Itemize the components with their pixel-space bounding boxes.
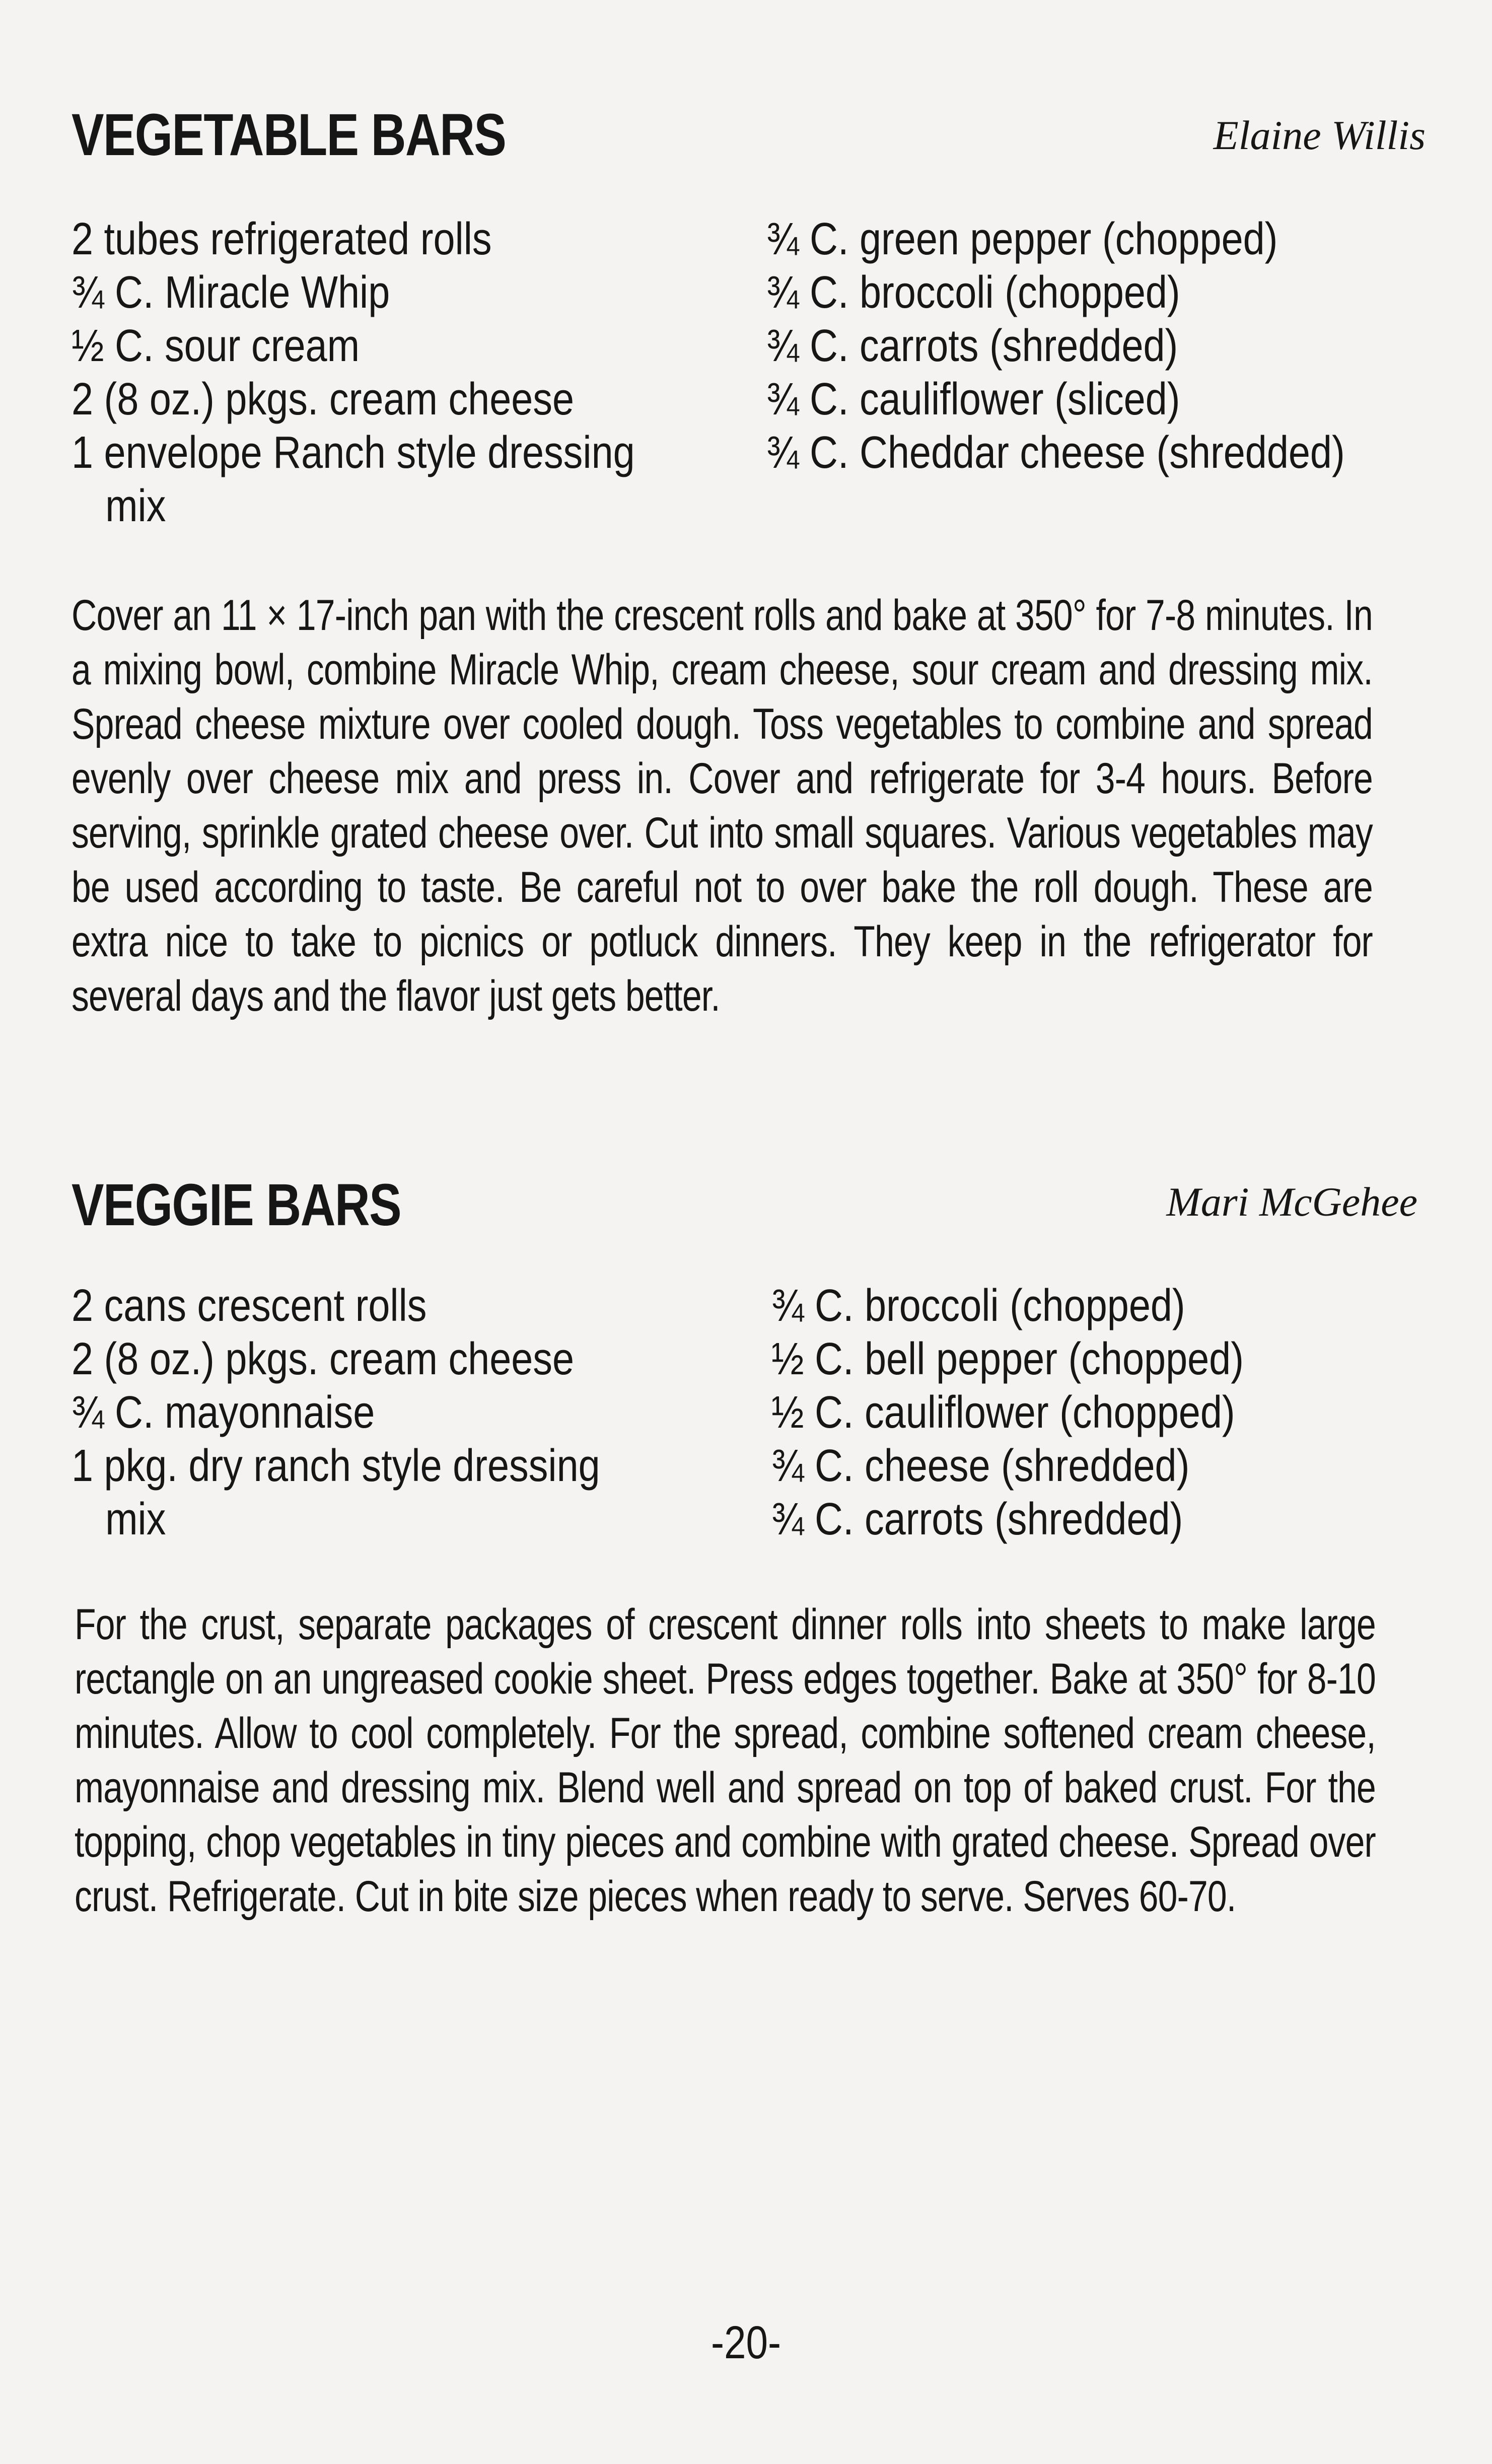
ingredient-item-continued: mix xyxy=(105,481,166,531)
recipe-title: VEGGIE BARS xyxy=(72,1172,401,1238)
recipe-author: Mari McGehee xyxy=(1166,1179,1417,1225)
ingredient-item: ¾ C. Miracle Whip xyxy=(72,267,390,318)
ingredient-item: ¾ C. carrots (shredded) xyxy=(771,1494,1183,1544)
recipe-directions-text: Cover an 11 × 17-inch pan with the crescent rolls and bake at 350° for 7-8 minutes. In a mixing bowl, combine Miracle Whip, cream cheese, sour cream and dressing mix. Spread cheese mixture over cooled dough. Toss vegetables to combine and spread evenly over cheese mix and press in. Cover and refrigerate for 3-4 hours. Before serving, sprinkle grated cheese over. Cut into small squares. Various vegetables may be used according to taste. Be careful not to over bake the roll dough. These are extra nice to take to picnics or potluck dinners. They keep in the refrigerator for several days and the flavor just gets better. xyxy=(72,591,1373,1020)
recipe-title: VEGETABLE BARS xyxy=(72,102,506,168)
ingredient-item-continued: mix xyxy=(105,1494,166,1544)
ingredient-item: ¾ C. green pepper (chopped) xyxy=(766,214,1278,264)
ingredient-item: 2 (8 oz.) pkgs. cream cheese xyxy=(72,374,575,425)
ingredient-item: ¾ C. broccoli (chopped) xyxy=(771,1281,1185,1331)
ingredients-left xyxy=(72,213,727,533)
ingredient-item: 2 tubes refrigerated rolls xyxy=(72,214,492,264)
ingredient-item: ½ C. bell pepper (chopped) xyxy=(771,1334,1244,1384)
recipe-directions-text: For the crust, separate packages of crescent dinner rolls into sheets to make large rectangle on an ungreased cookie sheet. Press edges together. Bake at 350° for 8-10 minutes. Allow to cool completely. For the spread, combine softened cream cheese, mayonnaise and dressing mix. Blend well and spread on top of baked crust. For the topping, chop vegetables in tiny pieces and combine with grated cheese. Spread over crust. Refrigerate. Cut in bite size pieces when ready to serve. Serves 60-70. xyxy=(75,1600,1376,1921)
ingredient-item: 1 pkg. dry ranch style dressing xyxy=(72,1441,600,1491)
bleed-through-side-strip xyxy=(15,166,50,1224)
recipe-directions xyxy=(75,1597,1424,1924)
ingredient-item: 2 cans crescent rolls xyxy=(72,1281,427,1331)
ingredient-item: ¾ C. cheese (shredded) xyxy=(771,1441,1190,1491)
ingredient-item: ¾ C. Cheddar cheese (shredded) xyxy=(766,428,1345,478)
recipe-directions xyxy=(72,588,1421,1023)
ingredient-item: ½ C. cauliflower (chopped) xyxy=(771,1387,1235,1438)
recipe-author: Elaine Willis xyxy=(1213,112,1426,158)
ingredients-left xyxy=(72,1279,686,1546)
page-number: -20- xyxy=(711,2317,781,2368)
ingredient-item: ¾ C. carrots (shredded) xyxy=(766,321,1178,371)
ingredient-item: 2 (8 oz.) pkgs. cream cheese xyxy=(72,1334,575,1384)
ingredients-right xyxy=(766,213,1439,479)
ingredient-item: ¾ C. broccoli (chopped) xyxy=(766,267,1180,318)
ingredient-item: 1 envelope Ranch style dressing xyxy=(72,428,635,478)
ingredient-item: ¾ C. cauliflower (sliced) xyxy=(766,374,1180,425)
ingredients-right xyxy=(771,1279,1321,1546)
ingredient-item: ½ C. sour cream xyxy=(72,321,360,371)
ingredient-item: ¾ C. mayonnaise xyxy=(72,1387,375,1438)
